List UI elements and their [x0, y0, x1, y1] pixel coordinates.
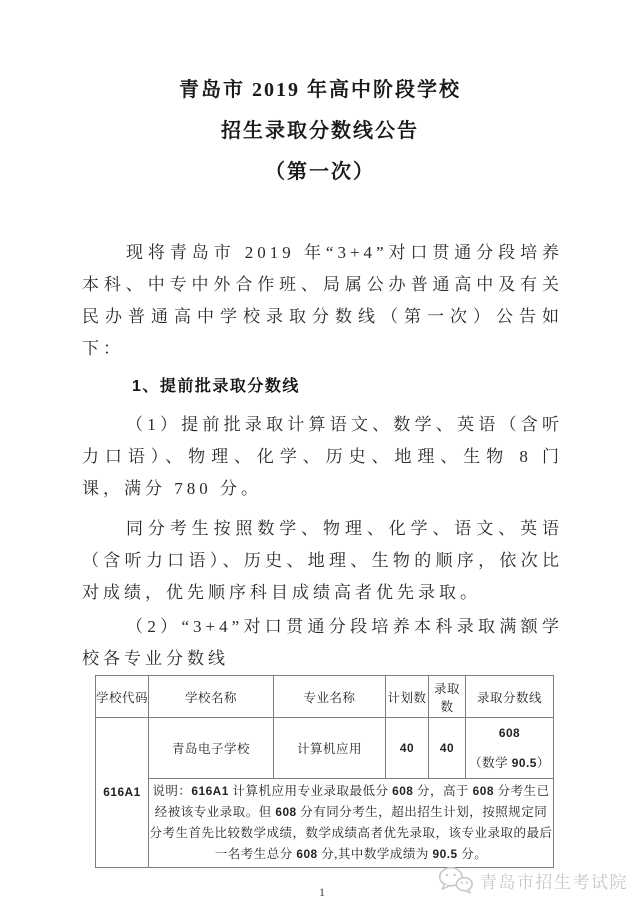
cell-score-line — [466, 718, 554, 779]
section-1-paragraph-2: 同分考生按照数学、物理、化学、语文、英语（含听力口语）、历史、地理、生物的顺序，依次比对成绩，优先顺序科目成绩高者优先录取。 — [82, 519, 563, 602]
cell-note: 说明：616A1 计算机应用专业录取最低分 608 分，高于 608 分考生已经被该专业录取。但 608 分有同分考生，超出招生计划，按照规定同分考生首先比较数学成绩，数学成绩高者优先录取，该专业录取的最后一名考生总分 608 分,其中数学成绩为 90.5 分。 — [149, 779, 554, 868]
publisher-name: 青岛市招生考试院 — [480, 872, 628, 892]
intro-paragraph: 现将青岛市 2019 年“3+4”对口贯通分段培养本科、中专中外合作班、局属公办普通高中及有关民办普通高中学校录取分数线（第一次）公告如下： — [82, 243, 563, 358]
col-header-score-line: 录取分数线 — [466, 676, 554, 718]
cell-school-name: 青岛电子学校 — [149, 718, 274, 779]
section-1-paragraph-1: （1）提前批录取计算语文、数学、英语（含听力口语）、物理、化学、历史、地理、生物 8 门课，满分 780 分。 — [82, 415, 563, 498]
cell-admit-count: 40 — [429, 718, 466, 779]
table-note-row — [96, 779, 554, 868]
col-header-plan-count: 计划数 — [386, 676, 429, 718]
score-line-table — [95, 675, 554, 868]
section-1-paragraph-3: （2）“3+4”对口贯通分段培养本科录取满额学校各专业分数线 — [82, 617, 563, 668]
title-line-3: （第一次） — [265, 161, 375, 183]
cell-plan-count: 40 — [386, 718, 429, 779]
col-header-major-name: 专业名称 — [274, 676, 386, 718]
col-header-school-code: 学校代码 — [96, 676, 149, 718]
table-header-row — [96, 676, 554, 718]
cell-major-name: 计算机应用 — [274, 718, 386, 779]
publisher-watermark — [437, 865, 628, 895]
section-1-heading: 1、提前批录取分数线 — [132, 378, 300, 395]
title-line-1: 青岛市 2019 年高中阶段学校 — [179, 79, 461, 101]
score-line-value: 608 — [498, 726, 521, 740]
page-number: 1 — [319, 885, 326, 899]
score-line-tiebreak: （数学 90.5） — [469, 756, 550, 770]
document-body — [82, 237, 563, 900]
col-header-admit-count: 录取数 — [429, 676, 466, 718]
table-row — [96, 718, 554, 779]
cell-school-code: 616A1 — [96, 718, 149, 868]
col-header-school-name: 学校名称 — [149, 676, 274, 718]
document-title — [0, 0, 640, 193]
title-line-2: 招生录取分数线公告 — [221, 120, 419, 142]
wechat-icon — [437, 865, 474, 895]
